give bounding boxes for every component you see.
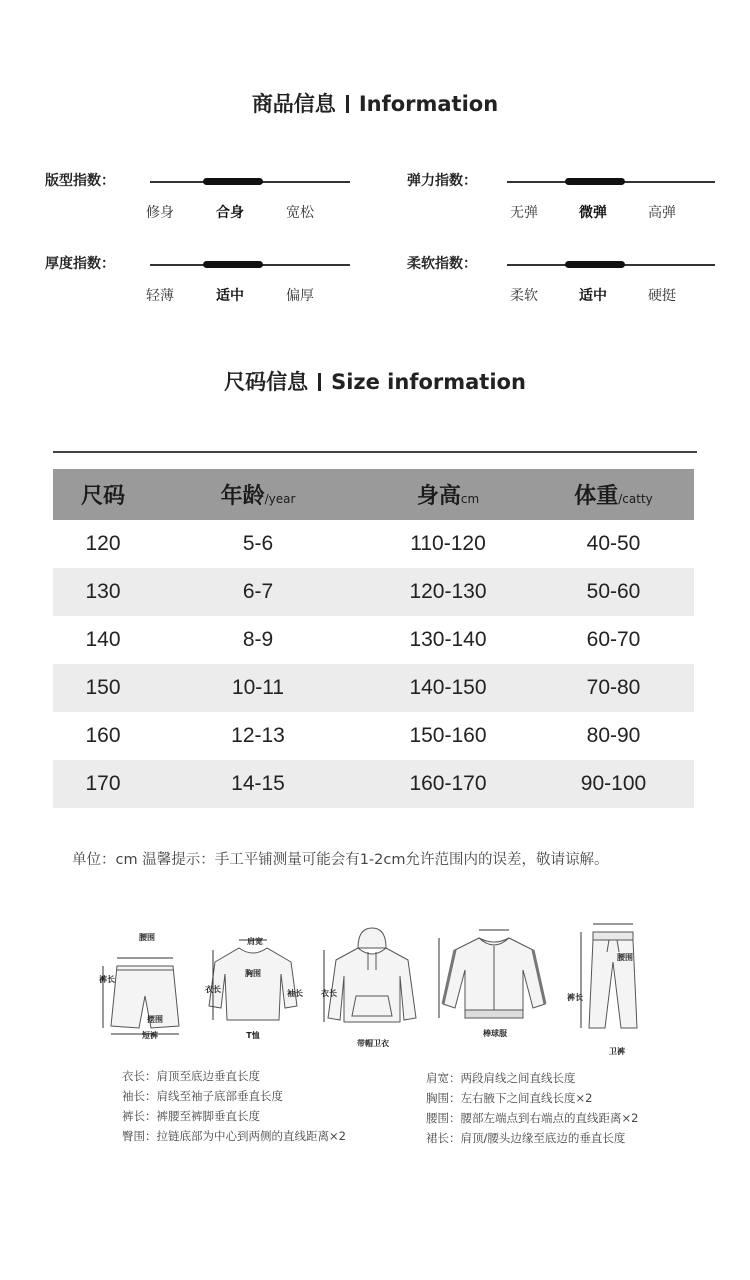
definition-row: 臀围：拉链底部为中心到两侧的直线距离×2 bbox=[122, 1129, 346, 1143]
scale-option: 修身 bbox=[146, 205, 174, 221]
definition-row: 裙长：肩顶/腰头边缘至底边的垂直长度 bbox=[426, 1131, 626, 1145]
title-separator bbox=[318, 373, 321, 391]
cell-age: 10-11 bbox=[153, 664, 363, 712]
hoodie-illustration bbox=[320, 920, 425, 1035]
label-pants-length: 裤长 bbox=[99, 975, 115, 984]
label-length: 衣长 bbox=[205, 985, 221, 994]
label-chest: 胸围 bbox=[245, 969, 261, 978]
label-sleeve: 袖长 bbox=[287, 989, 303, 998]
cell-age: 6-7 bbox=[153, 568, 363, 616]
track-pants-illustration bbox=[573, 918, 653, 1043]
table-top-rule bbox=[53, 451, 697, 453]
measurement-note: 单位：cm 温馨提示：手工平铺测量可能会有1-2cm允许范围内的误差，敬请谅解。 bbox=[72, 852, 609, 868]
cell-weight: 40-50 bbox=[586, 532, 641, 555]
product-info-title-cn: 商品信息 bbox=[251, 92, 336, 116]
cell-weight: 80-90 bbox=[586, 724, 641, 747]
definition-row: 裤长：裤腰至裤脚垂直长度 bbox=[122, 1109, 260, 1123]
scale-indicator bbox=[203, 261, 263, 268]
cell-height: 110-120 bbox=[410, 532, 486, 555]
caption-track-pants: 卫裤 bbox=[609, 1047, 625, 1056]
table-row bbox=[53, 760, 694, 808]
cell-height: 130-140 bbox=[409, 628, 487, 651]
cell-size: 140 bbox=[85, 628, 121, 651]
cell-size: 160 bbox=[85, 724, 121, 747]
scale-option: 硬挺 bbox=[648, 288, 676, 304]
label-shoulder-width: 肩宽 bbox=[247, 937, 263, 946]
definitions-left bbox=[122, 1066, 346, 1146]
softness-index-scale bbox=[407, 253, 747, 313]
cell-age: 8-9 bbox=[242, 628, 274, 651]
scale-option: 宽松 bbox=[286, 205, 314, 221]
cell-height: 160-170 bbox=[363, 760, 533, 808]
scale-option: 偏厚 bbox=[286, 288, 314, 304]
cell-height: 150-160 bbox=[409, 724, 487, 747]
label-length: 衣长 bbox=[321, 989, 337, 998]
elasticity-index-scale bbox=[407, 170, 747, 230]
cell-weight: 70-80 bbox=[533, 664, 694, 712]
scale-option: 柔软 bbox=[510, 288, 538, 304]
definition-row: 肩宽：两段肩线之间直线长度 bbox=[426, 1071, 576, 1085]
table-row bbox=[53, 568, 694, 616]
caption-shorts: 短裤 bbox=[142, 1031, 158, 1040]
scale-indicator bbox=[565, 178, 625, 185]
scale-option: 高弹 bbox=[648, 205, 676, 221]
scale-option: 轻薄 bbox=[146, 288, 174, 304]
cell-weight: 90-100 bbox=[533, 760, 694, 808]
caption-hoodie: 带帽卫衣 bbox=[357, 1039, 389, 1048]
definition-row: 衣长：肩顶至底边垂直长度 bbox=[122, 1069, 260, 1083]
product-info-title-en: Information bbox=[358, 92, 499, 116]
cell-size: 150 bbox=[53, 664, 153, 712]
label-waist: 腰围 bbox=[139, 933, 155, 942]
label-waist: 腰围 bbox=[617, 953, 633, 962]
definition-row: 胸围：左右腋下之间直线长度×2 bbox=[426, 1091, 593, 1105]
cell-weight: 50-60 bbox=[533, 568, 694, 616]
label-hem: 摆围 bbox=[147, 1015, 163, 1024]
cell-size: 120 bbox=[85, 532, 121, 555]
shorts-illustration bbox=[95, 938, 195, 1043]
table-row bbox=[53, 520, 694, 568]
title-separator bbox=[346, 95, 349, 113]
scale-label: 弹力指数： bbox=[407, 173, 477, 189]
table-row bbox=[53, 664, 694, 712]
cell-height: 140-150 bbox=[363, 664, 533, 712]
thickness-index-scale bbox=[45, 253, 385, 313]
size-table-header bbox=[53, 469, 694, 520]
scale-label: 柔软指数： bbox=[407, 256, 477, 272]
table-row bbox=[53, 712, 694, 760]
header-size: 尺码 bbox=[53, 469, 153, 520]
cell-age: 5-6 bbox=[242, 532, 274, 555]
size-info-title-en: Size information bbox=[331, 370, 526, 394]
caption-baseball-jacket: 棒球服 bbox=[483, 1029, 507, 1038]
definitions-right bbox=[426, 1068, 638, 1148]
garment-illustrations bbox=[95, 918, 655, 1058]
header-age: 年龄/year bbox=[153, 469, 363, 520]
cell-height: 120-130 bbox=[363, 568, 533, 616]
scale-label: 版型指数： bbox=[45, 173, 115, 189]
scale-indicator bbox=[203, 178, 263, 185]
scale-option-selected: 合身 bbox=[216, 205, 244, 221]
size-info-title bbox=[0, 366, 750, 396]
cell-weight: 60-70 bbox=[586, 628, 641, 651]
header-weight: 体重/catty bbox=[533, 469, 694, 520]
caption-tshirt: T恤 bbox=[246, 1031, 260, 1040]
table-row bbox=[53, 616, 694, 664]
scale-option: 无弹 bbox=[510, 205, 538, 221]
size-info-title-cn: 尺码信息 bbox=[224, 370, 309, 394]
scale-option-selected: 微弹 bbox=[579, 205, 607, 221]
scale-indicator bbox=[565, 261, 625, 268]
scale-option-selected: 适中 bbox=[216, 288, 244, 304]
fit-index-scale bbox=[45, 170, 385, 230]
size-table bbox=[53, 469, 694, 808]
cell-age: 12-13 bbox=[231, 724, 285, 747]
cell-age: 14-15 bbox=[153, 760, 363, 808]
scale-option-selected: 适中 bbox=[579, 288, 607, 304]
definition-row: 腰围：腰部左端点到右端点的直线距离×2 bbox=[426, 1111, 639, 1125]
cell-size: 130 bbox=[53, 568, 153, 616]
label-pants-length: 裤长 bbox=[567, 993, 583, 1002]
cell-size: 170 bbox=[53, 760, 153, 808]
scale-label: 厚度指数： bbox=[45, 256, 115, 272]
definition-row: 袖长：肩线至袖子底部垂直长度 bbox=[122, 1089, 283, 1103]
product-info-title bbox=[0, 88, 750, 118]
baseball-jacket-illustration bbox=[437, 922, 552, 1032]
header-height: 身高cm bbox=[363, 469, 533, 520]
